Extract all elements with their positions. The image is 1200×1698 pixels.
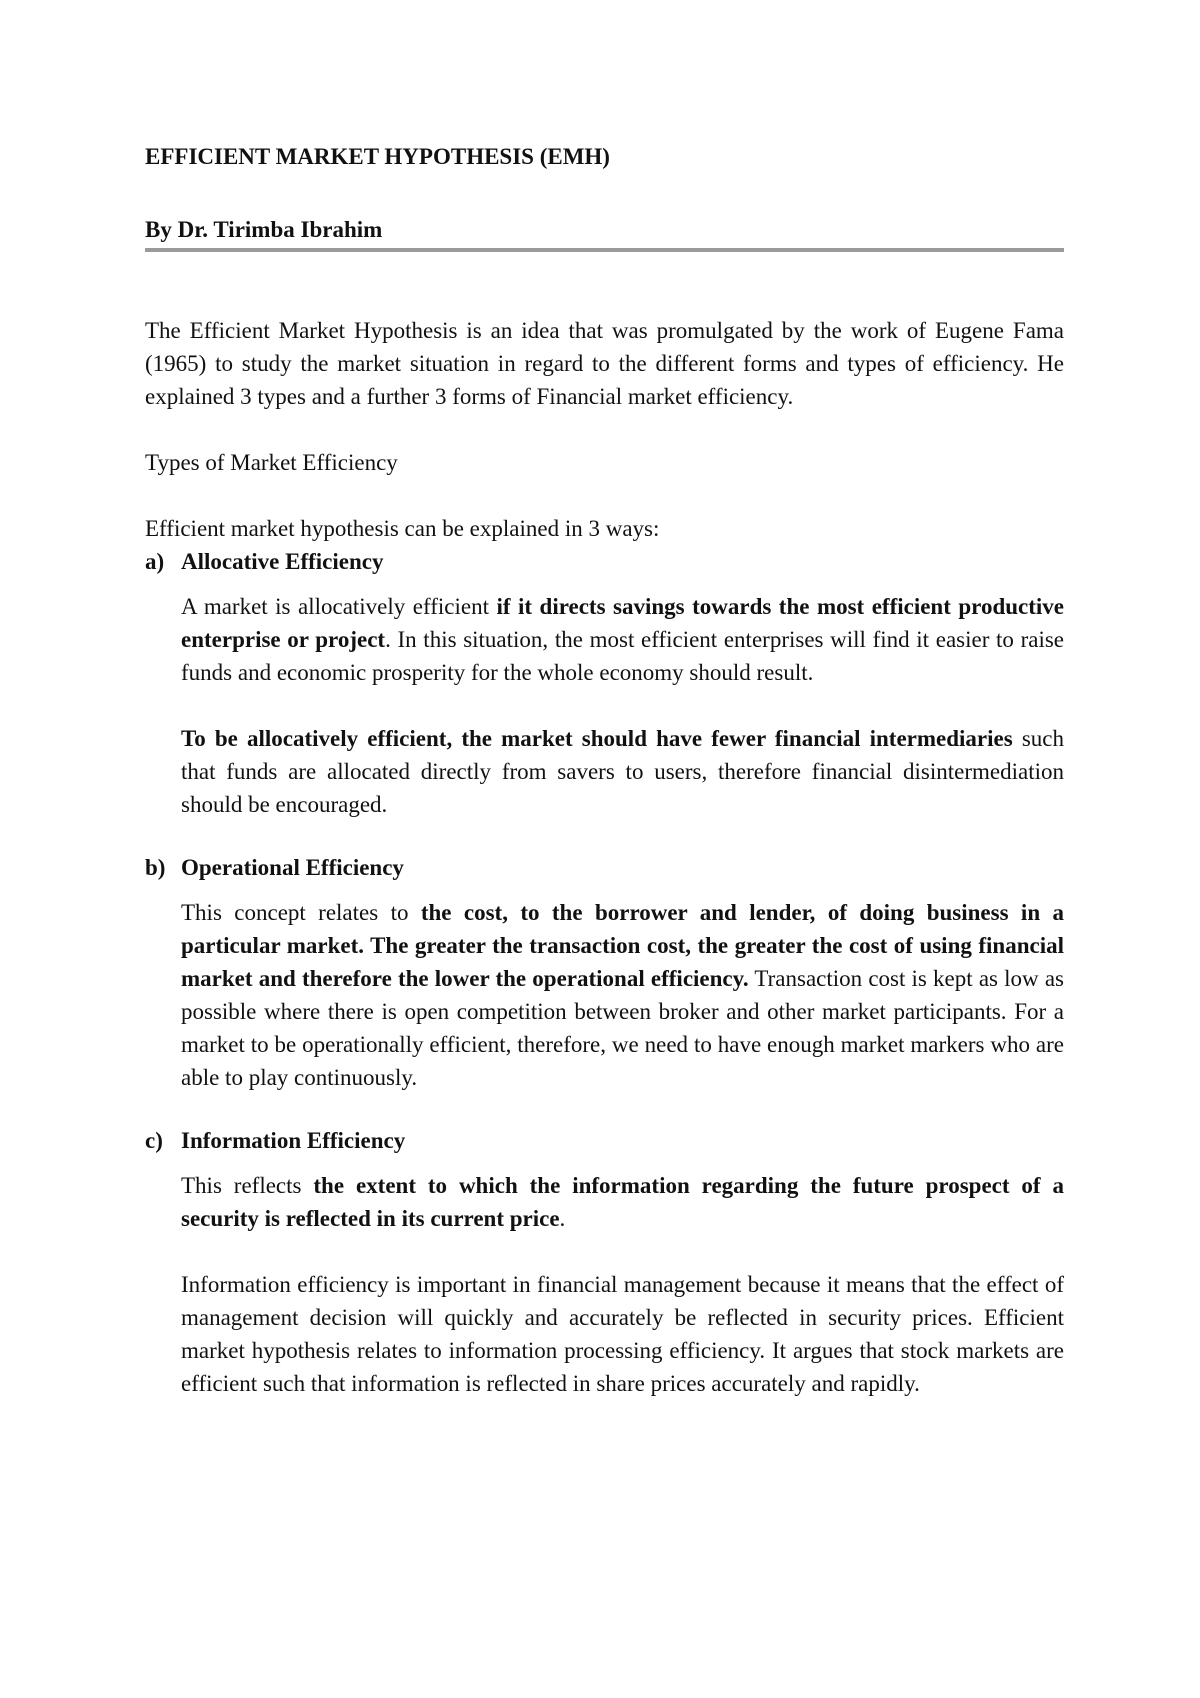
- text-run: .: [559, 1206, 566, 1231]
- bold-run: the extent to which the information regarding the future prospect of a security is reflected in its current price: [181, 1173, 1064, 1231]
- information-paragraph-1: [181, 1169, 1064, 1235]
- allocative-paragraph-1: [181, 590, 1064, 689]
- author-line: By Dr. Tirimba Ibrahim: [145, 217, 383, 242]
- list-item-allocative: [145, 545, 1064, 578]
- text-run: Transaction cost is kept as low as possible where there is open competition between broker and other market participants. For a market to be operationally efficient, therefore, we need to have enough market markers who are able to play continuously.: [181, 966, 1064, 1090]
- bold-run: the cost, to the borrower and lender, of doing business in a particular market. The greater the transaction cost, the greater the cost of using financial market and therefore the lower the operational efficiency.: [181, 900, 1064, 991]
- intro-paragraph: The Efficient Market Hypothesis is an idea that was promulgated by the work of Eugene Fama (1965) to study the market situation in regard to the different forms and types of efficiency. He explained 3 types and a further 3 forms of Financial market efficiency.: [145, 318, 1064, 409]
- information-paragraph-2: Information efficiency is important in financial management because it means that the effect of management decision will quickly and accurately be reflected in security prices. Efficient market hypothesis relates to information processing efficiency. It argues that stock markets are efficient such that information is reflected in share prices accurately and rapidly.: [181, 1272, 1064, 1396]
- list-item-operational: [145, 851, 1064, 884]
- list-marker: a): [145, 549, 165, 574]
- operational-paragraph: [181, 896, 1064, 1094]
- section-heading-types: Types of Market Efficiency: [145, 450, 398, 475]
- allocative-paragraph-2: [181, 722, 1064, 821]
- bold-run: if it directs savings towards the most efficient productive enterprise or project: [181, 594, 1065, 652]
- title-divider: [145, 248, 1064, 252]
- item-title-allocative: Allocative Efficiency: [181, 549, 384, 574]
- text-run: This reflects: [181, 1173, 314, 1198]
- text-run: A market is allocatively efficient: [181, 594, 497, 619]
- document-page: [145, 140, 1064, 1400]
- text-run: . In this situation, the most efficient enterprises will find it easier to raise funds and economic prosperity for the whole economy should result.: [181, 627, 1064, 685]
- text-run: This concept relates to: [181, 900, 421, 925]
- list-marker: b): [145, 855, 166, 880]
- list-marker: c): [145, 1128, 163, 1153]
- bold-run: To be allocatively efficient, the market should have fewer financial intermediaries: [181, 726, 1013, 751]
- document-title: EFFICIENT MARKET HYPOTHESIS (EMH): [145, 144, 610, 169]
- item-title-operational: Operational Efficiency: [181, 855, 404, 880]
- item-title-information: Information Efficiency: [181, 1128, 406, 1153]
- list-item-information: [145, 1124, 1064, 1157]
- explain-line: Efficient market hypothesis can be explained in 3 ways:: [145, 516, 660, 541]
- text-run: such that funds are allocated directly from savers to users, therefore financial disintermediation should be encouraged.: [181, 726, 1064, 817]
